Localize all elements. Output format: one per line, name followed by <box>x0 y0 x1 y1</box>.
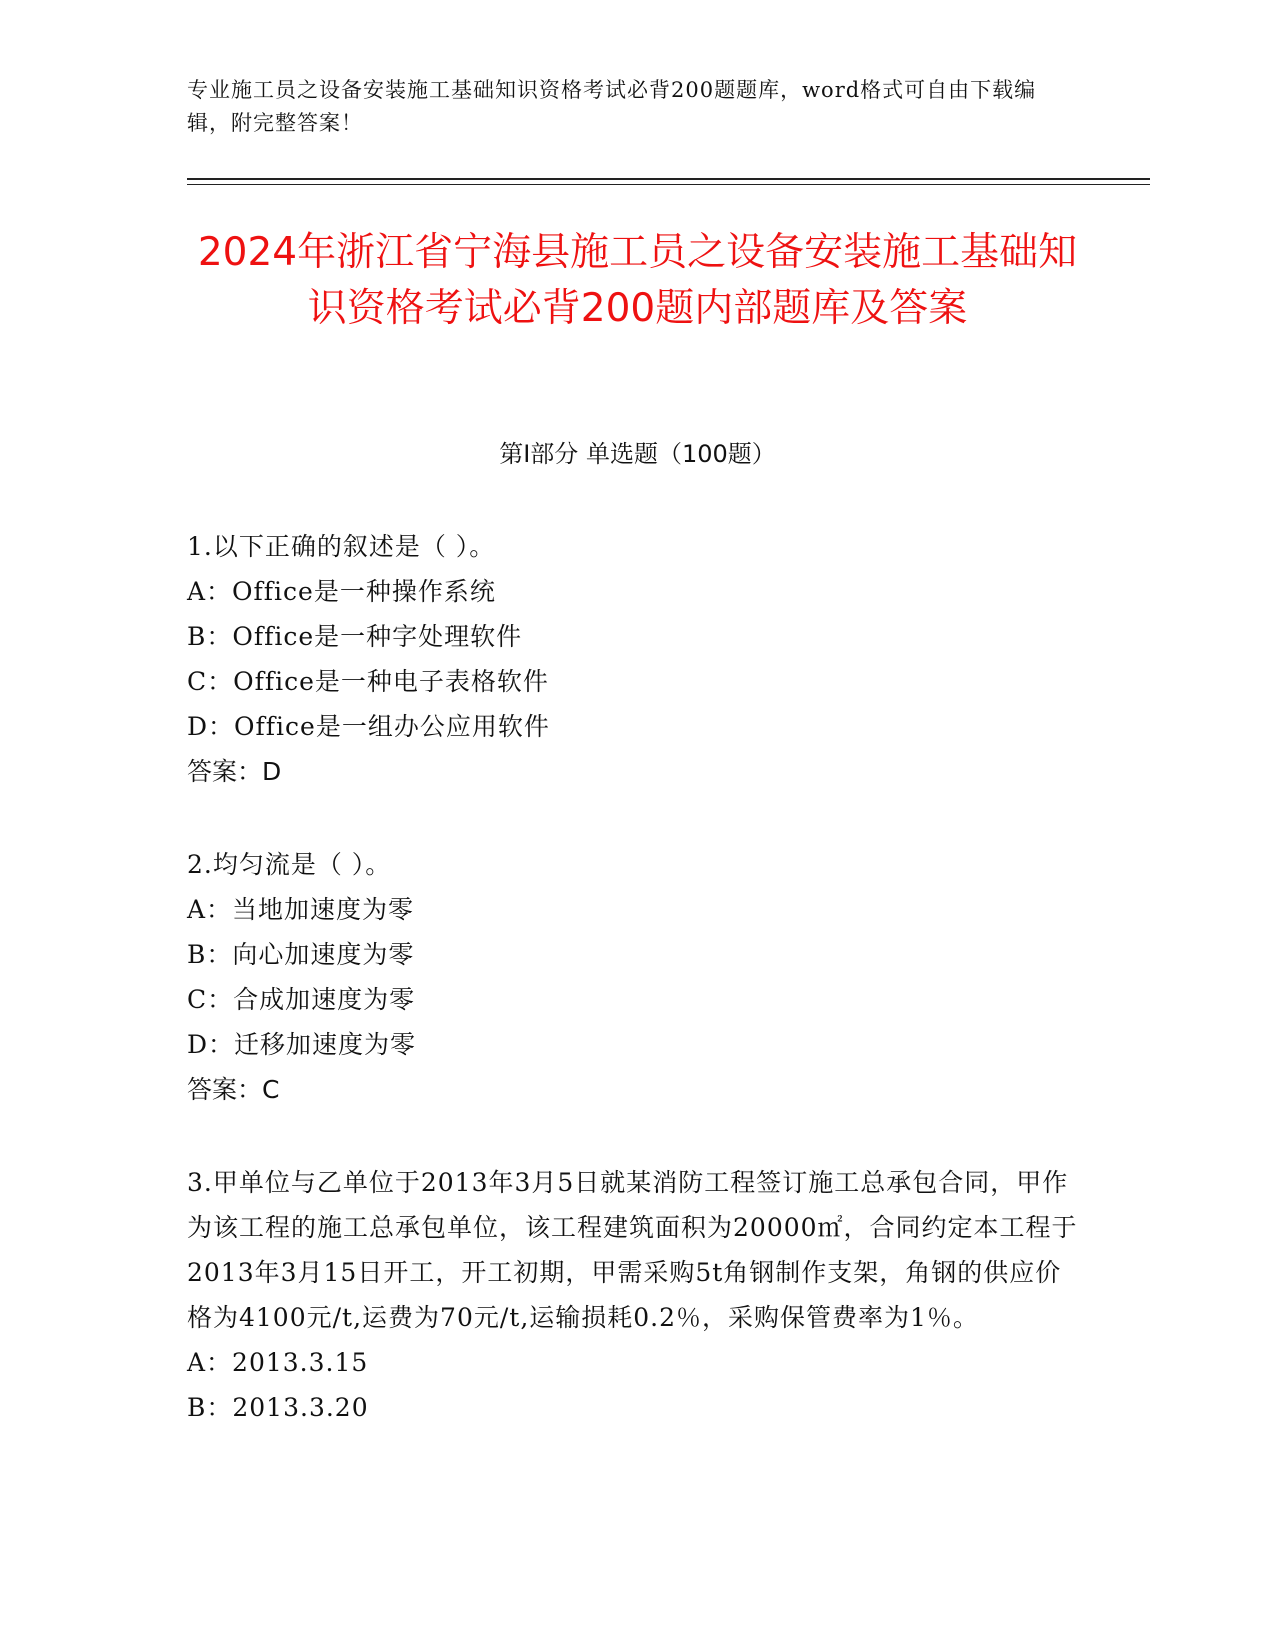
option-a: A：2013.3.15 <box>187 1348 369 1377</box>
option-b: B：2013.3.20 <box>187 1393 369 1422</box>
document-title: 2024年浙江省宁海县施工员之设备安装施工基础知识资格考试必背200题内部题库及答案 <box>197 230 1078 331</box>
section-title: 第Ⅰ部分 单选题（100题） <box>499 440 776 468</box>
header-divider-thick <box>187 178 1150 180</box>
option-a: A：当地加速度为零 <box>187 895 415 924</box>
option-d: D：Office是一组办公应用软件 <box>187 712 550 741</box>
question-3 <box>187 1160 1087 1430</box>
question-2 <box>187 842 1087 1112</box>
option-b: B：Office是一种字处理软件 <box>187 622 523 651</box>
question-1 <box>187 524 1087 794</box>
option-b: B：向心加速度为零 <box>187 940 415 969</box>
option-a: A：Office是一种操作系统 <box>187 577 496 606</box>
question-stem: 3.甲单位与乙单位于2013年3月5日就某消防工程签订施工总承包合同，甲作为该工程的施工总承包单位，该工程建筑面积为20000㎡，合同约定本工程于2013年3月15日开工，开工初期，甲需采购5t角钢制作支架，角钢的供应价格为4100元/t,运费为70元/t,运输损耗0.2％，采购保管费率为1％。 <box>187 1168 1078 1332</box>
answer: 答案：C <box>187 1075 280 1104</box>
header-note: 专业施工员之设备安装施工基础知识资格考试必背200题题库，word格式可自由下载编辑，附完整答案！ <box>187 78 1037 135</box>
header-divider-thin <box>187 184 1150 185</box>
option-c: C：合成加速度为零 <box>187 985 416 1014</box>
question-stem: 1.以下正确的叙述是（ ）。 <box>187 532 496 561</box>
answer: 答案：D <box>187 757 282 786</box>
question-stem: 2.均匀流是（ ）。 <box>187 850 392 879</box>
option-c: C：Office是一种电子表格软件 <box>187 667 549 696</box>
option-d: D：迁移加速度为零 <box>187 1030 417 1059</box>
